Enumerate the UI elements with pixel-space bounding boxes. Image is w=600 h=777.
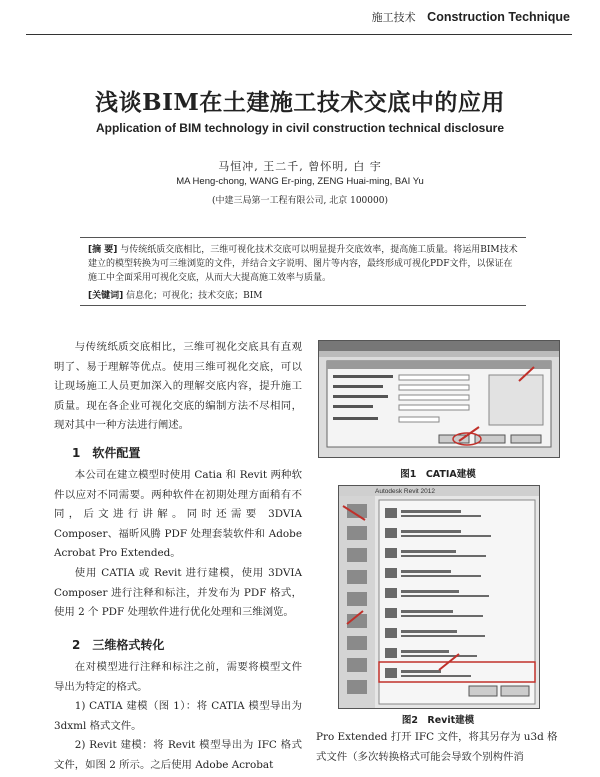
figure1-catia-screenshot	[318, 340, 560, 458]
section1-body	[54, 466, 302, 623]
right-column-text: Pro Extended 打开 IFC 文件，将其另存为 u3d 格式文件（多次转换格式可能会导致个别构件消	[316, 731, 558, 763]
section1-heading: 1 软件配置	[72, 446, 141, 460]
figure2-menu-title: Autodesk Revit 2012	[375, 488, 435, 495]
running-header	[372, 9, 570, 25]
authors-en: MA Heng-chong, WANG Er-ping, ZENG Huai-ming, BAI Yu	[176, 176, 424, 187]
section1-para2: 使用 CATIA 或 Revit 进行建模，使用 3DVIA Composer 进行注释和标注，并发布为 PDF 格式，使用 2 个 PDF 处理软件进行优化处理和三维浏览。	[54, 566, 302, 619]
figure1-graphic	[319, 341, 559, 457]
article-title-cn: 浅谈BIM在土建施工技术交底中的应用	[95, 89, 505, 116]
keywords-label: [关键词]	[88, 291, 124, 301]
figure1-caption: 图1 CATIA建模	[400, 469, 476, 480]
abstract-bottom-rule	[80, 305, 526, 306]
section2-para3: 2) Revit 建模：将 Revit 模型导出为 IFC 格式文件，如图 2 所示。之后使用 Adobe Acrobat	[54, 739, 302, 771]
header-section-en: Construction Technique	[427, 10, 570, 24]
abstract-text: 与传统纸质交底相比，三维可视化技术交底可以明显提升交底效率，提高施工质量。将运用BIM技术建立的模型转换为可三维浏览的文件，并结合文字说明、图片等内容，最终形成可视化PDF文件，以保证在施工中全面采用可视化交底，从而大大提高施工效率与质量。	[88, 245, 518, 283]
figure2-graphic	[339, 486, 539, 708]
section2-heading: 2 三维格式转化	[72, 638, 165, 652]
keywords-text: 信息化；可视化；技术交底；BIM	[126, 291, 263, 301]
abstract-top-rule	[80, 237, 526, 238]
figure2-revit-screenshot	[338, 485, 540, 709]
abstract-label: [摘 要]	[88, 245, 118, 255]
intro-paragraph	[54, 338, 302, 436]
section2-para1: 在对模型进行注释和标注之前，需要将模型文件导出为特定的格式。	[54, 661, 302, 693]
keywords	[88, 288, 520, 301]
figure2-caption: 图2 Revit建模	[401, 715, 475, 726]
header-rule	[26, 34, 572, 35]
section2-para2: 1) CATIA 建模（图 1）：将 CATIA 模型导出为 3dxml 格式文件。	[54, 700, 302, 732]
article-title-en: Application of BIM technology in civil construction technical disclosure	[95, 121, 505, 135]
section2-body	[54, 658, 302, 776]
header-section-cn: 施工技术	[371, 11, 416, 24]
section1-para1: 本公司在建立模型时使用 Catia 和 Revit 两种软件以应对不同需要。两种软件在初期处理方面稍有不同，后文进行讲解。同时还需要 3DVIA Composer、福昕风腾 PDF 处理套装软件和 Adobe Acrobat Pro Extended。	[54, 469, 302, 560]
authors-cn: 马恒冲, 王二千, 曾怀明, 白 宇	[218, 160, 382, 173]
abstract	[88, 243, 520, 285]
affiliation: (中建三局第一工程有限公司, 北京 100000)	[212, 196, 388, 206]
intro-text: 与传统纸质交底相比，三维可视化交底具有直观明了、易于理解等优点。使用三维可视化交底，可以让现场施工人员更加深入的理解交底内容，提升施工质量。现在各企业可视化交底的编制方法不尽相同，现对其中一种方法进行阐述。	[54, 341, 302, 432]
